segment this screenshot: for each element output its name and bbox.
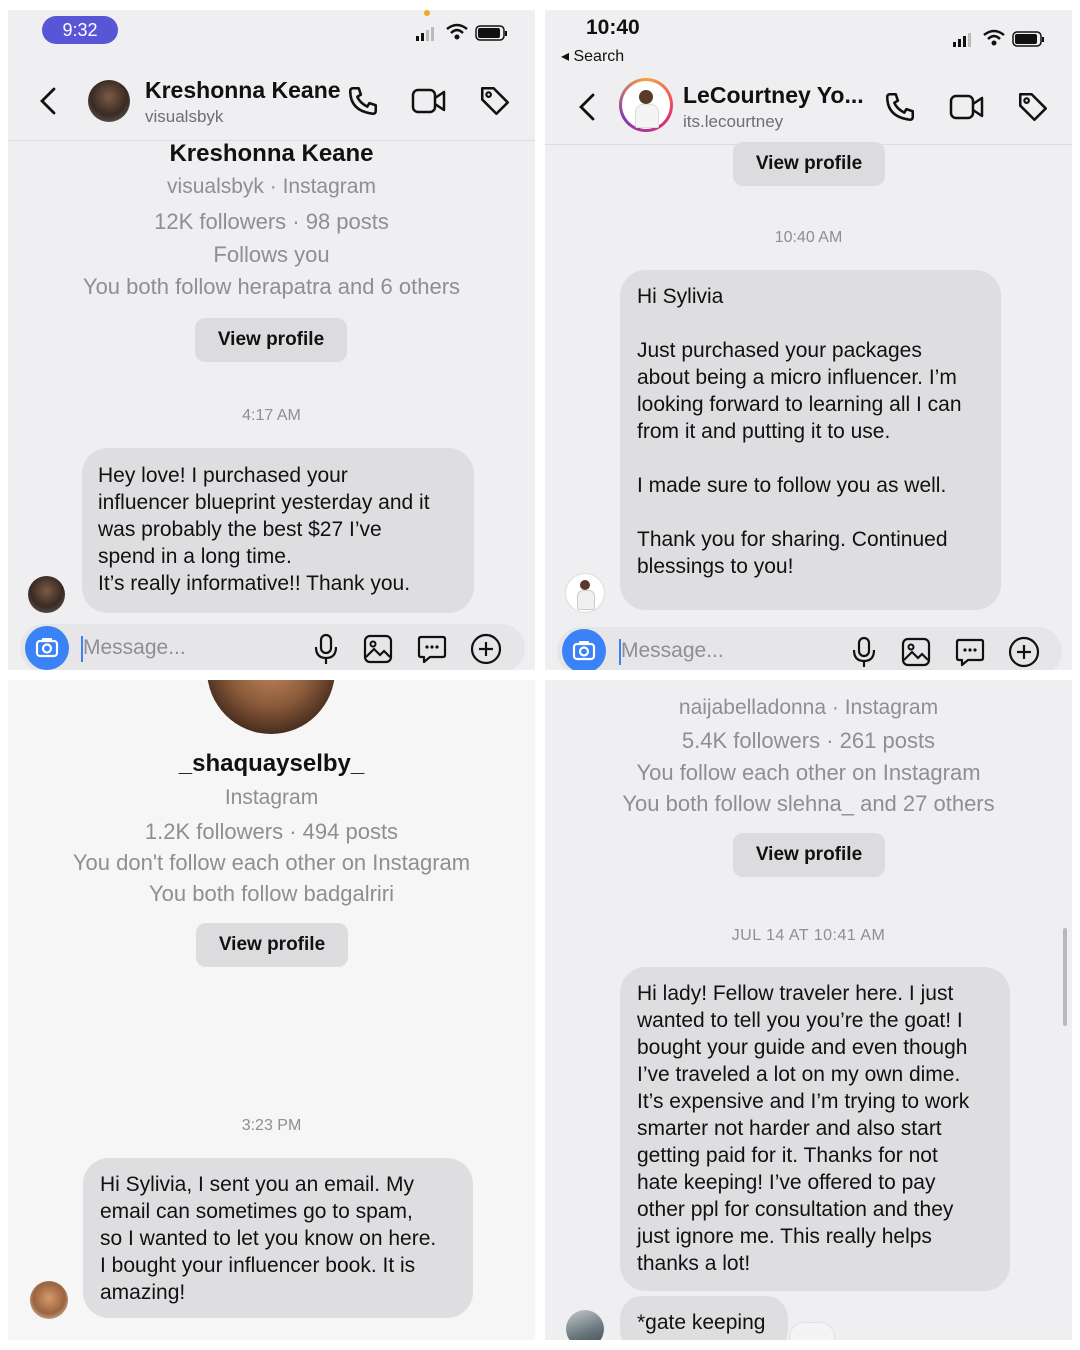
video-icon[interactable]: [949, 92, 985, 122]
camera-icon: [562, 629, 606, 670]
microphone-icon[interactable]: [850, 635, 878, 669]
message-bubble[interactable]: Hi lady! Fellow traveler here. I just wanted to tell you you’re the goat! I bought your guide and even though I’ve traveled a lot on my own dime. It’s expensive and I’m trying to work smarter not harder and also start getting paid for it. Thanks for not hate keeping! I’ve offered to pay other ppl for consultation and they just ignore me. This really helps thanks a lot!: [620, 967, 1010, 1291]
header-name: Kreshonna Keane: [145, 77, 341, 103]
camera-button[interactable]: [25, 626, 69, 670]
avatar[interactable]: [619, 78, 673, 132]
gallery-icon[interactable]: [362, 633, 394, 665]
profile-name: Kreshonna Keane: [169, 140, 374, 167]
signal-icon: [951, 30, 975, 48]
tag-icon[interactable]: [478, 84, 512, 118]
plus-icon[interactable]: [1007, 635, 1041, 669]
chat-panel-shaquay: [8, 680, 535, 1340]
chat-panel-kreshonna: [8, 10, 535, 670]
microphone-icon[interactable]: [312, 632, 340, 666]
status-time-pill: 9:32: [42, 16, 118, 44]
view-profile-button[interactable]: View profile: [196, 923, 348, 967]
truncated-profile-name: [691, 680, 931, 688]
profile-info-line3: Follows you: [213, 242, 330, 267]
sender-avatar[interactable]: [30, 1281, 68, 1319]
video-icon[interactable]: [411, 86, 447, 116]
phone-icon[interactable]: [883, 90, 917, 124]
profile-info-line2: 1.2K followers · 494 posts: [144, 819, 399, 844]
signal-icon: [414, 24, 438, 42]
sender-avatar[interactable]: [566, 1310, 604, 1340]
header-handle: its.lecourtney: [683, 112, 784, 131]
back-to-search-link[interactable]: ◂ Search: [561, 48, 625, 65]
message-bubble[interactable]: Hi Sylivia, I sent you an email. My email can sometimes go to spam, so I wanted to let you know on here. I bought your influencer book. It is amazing!: [83, 1158, 473, 1318]
reaction-bubble[interactable]: [789, 1322, 835, 1340]
message-bubble[interactable]: Hi Sylivia Just purchased your packages about being a micro influencer. I’m looking forward to learning all I can from it and putting it to use. I made sure to follow you as well. Thank you for sharing. Continued blessings to you!: [620, 270, 1001, 610]
back-chevron-icon[interactable]: [577, 92, 597, 122]
avatar[interactable]: [88, 80, 130, 122]
view-profile-button[interactable]: View profile: [733, 833, 885, 877]
message-timestamp: JUL 14 AT 10:41 AM: [731, 927, 886, 944]
profile-avatar[interactable]: [207, 680, 335, 734]
profile-info-line2: 12K followers · 98 posts: [154, 209, 389, 234]
sticker-icon[interactable]: [416, 633, 448, 665]
view-profile-button[interactable]: View profile: [195, 318, 347, 362]
header-name: LeCourtney Yo...: [683, 82, 864, 108]
gallery-icon[interactable]: [900, 636, 932, 668]
chat-panel-naijabelladonna: [545, 680, 1072, 1340]
battery-icon: [475, 24, 509, 42]
message-timestamp: 3:23 PM: [241, 1117, 302, 1134]
camera-button[interactable]: [562, 629, 606, 670]
chat-panel-lecourtney: [545, 10, 1072, 670]
profile-info-line3: You don't follow each other on Instagram: [72, 850, 471, 875]
recording-dot: [424, 10, 430, 16]
sender-avatar[interactable]: [565, 573, 605, 613]
view-profile-button[interactable]: View profile: [733, 142, 885, 186]
message-bubble[interactable]: Hey love! I purchased your influencer blueprint yesterday and it was probably the best $27 I’ve spend in a long time. It’s really informative!! Thank you.: [82, 448, 474, 613]
scrollbar[interactable]: [1063, 928, 1067, 1026]
header-handle: visualsbyk: [145, 107, 224, 126]
sender-avatar[interactable]: [28, 576, 65, 613]
message-timestamp: 4:17 AM: [242, 407, 301, 424]
profile-info-line3: You follow each other on Instagram: [636, 760, 981, 785]
back-chevron-icon[interactable]: [38, 86, 58, 116]
wifi-icon: [445, 23, 469, 41]
profile-info-line4: You both follow herapatra and 6 others: [82, 274, 461, 299]
tag-icon[interactable]: [1016, 90, 1050, 124]
message-input[interactable]: Message...: [83, 636, 186, 659]
profile-info-line4: You both follow slehna_ and 27 others: [622, 791, 995, 816]
phone-icon[interactable]: [346, 84, 380, 118]
profile-info-line1: visualsbyk · Instagram: [167, 175, 376, 198]
message-timestamp: 10:40 AM: [774, 229, 843, 246]
status-time: 10:40: [586, 16, 640, 39]
wifi-icon: [982, 29, 1006, 47]
sticker-icon[interactable]: [954, 636, 986, 668]
profile-info-line1: naijabelladonna · Instagram: [678, 696, 939, 719]
camera-icon: [25, 626, 69, 670]
plus-icon[interactable]: [469, 632, 503, 666]
profile-info-line4: You both follow badgalriri: [148, 881, 395, 906]
profile-info-line1: Instagram: [224, 786, 319, 809]
profile-name: _shaquayselby_: [178, 750, 365, 777]
profile-info-line2: 5.4K followers · 261 posts: [681, 728, 936, 753]
message-bubble-correction[interactable]: *gate keeping: [620, 1296, 788, 1340]
battery-icon: [1012, 30, 1046, 48]
message-input[interactable]: Message...: [621, 639, 724, 662]
